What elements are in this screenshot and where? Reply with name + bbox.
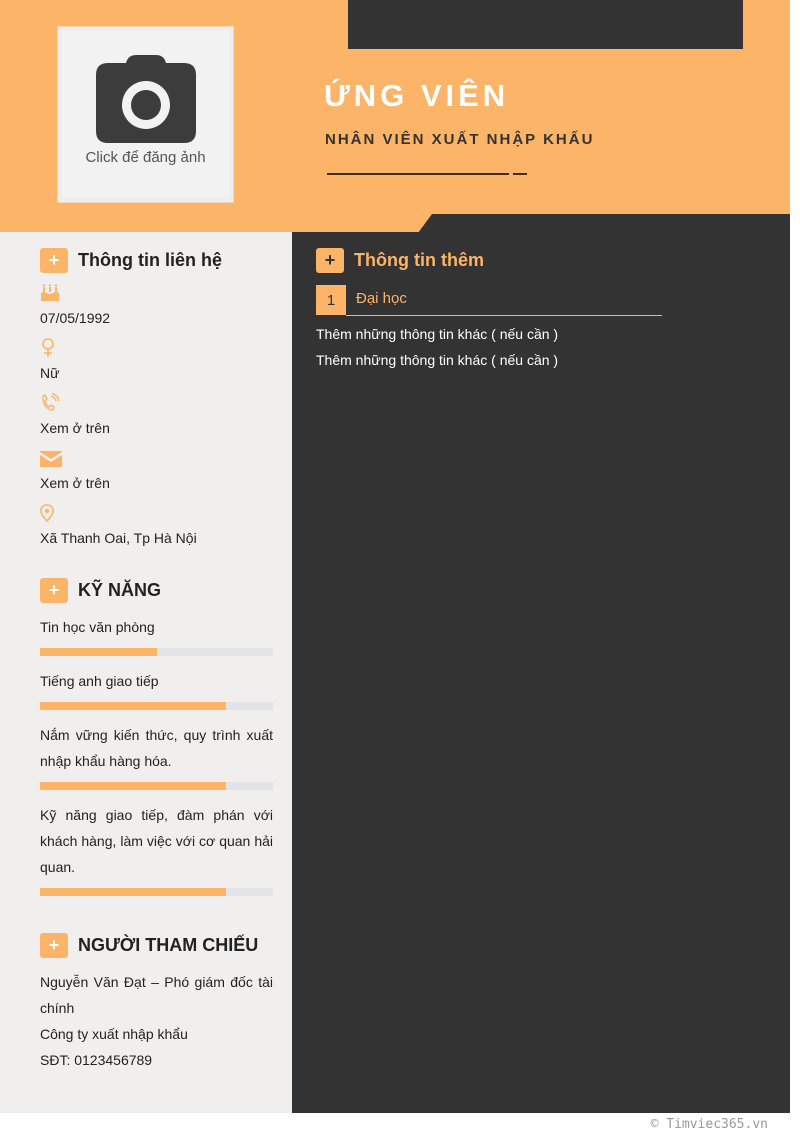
education-underline (346, 315, 662, 316)
plus-icon[interactable]: + (40, 248, 68, 273)
plus-icon[interactable]: + (316, 248, 344, 273)
photo-upload-label: Click để đăng ảnh (85, 149, 206, 166)
plus-icon[interactable]: + (40, 578, 68, 603)
skills-section-header (40, 578, 161, 603)
skill-bar (40, 782, 273, 790)
camera-icon (96, 55, 196, 145)
contact-email[interactable]: Xem ở trên (40, 475, 110, 491)
watermark-footer: © Timviec365.vn (650, 1117, 768, 1132)
plus-icon[interactable]: + (40, 933, 68, 958)
skill-name[interactable]: Nắm vững kiến thức, quy trình xuất nhập khẩu hàng hóa. (40, 727, 273, 769)
contact-section-header (40, 248, 222, 273)
contact-gender[interactable]: Nữ (40, 365, 60, 381)
skill-bar-fill (40, 648, 157, 656)
skills-section-title: KỸ NĂNG (78, 580, 162, 600)
contact-phone[interactable]: Xem ở trên (40, 420, 110, 436)
birthday-cake-icon (40, 284, 60, 302)
envelope-icon (40, 451, 62, 467)
references-section-header (40, 933, 258, 958)
references-section-title: NGƯỜI THAM CHIẾU (78, 935, 259, 955)
title-underline-dash (513, 173, 527, 175)
extra-info-line[interactable]: Thêm những thông tin khác ( nếu cần ) (316, 326, 559, 342)
skill-name[interactable]: Tiếng anh giao tiếp (40, 673, 159, 689)
photo-upload[interactable] (58, 27, 233, 202)
candidate-name[interactable]: ỨNG VIÊN (324, 78, 510, 113)
title-underline (327, 173, 509, 175)
header-dark-strip (418, 214, 790, 233)
job-title[interactable]: NHÂN VIÊN XUẤT NHẬP KHẨU (325, 131, 595, 148)
skill-name[interactable]: Kỹ năng giao tiếp, đàm phán với khách hàng, làm việc với cơ quan hải quan. (40, 807, 273, 875)
education-number-badge: 1 (316, 285, 346, 315)
skill-bar-fill (40, 888, 226, 896)
extra-section-header (316, 248, 484, 273)
extra-info-line[interactable]: Thêm những thông tin khác ( nếu cần ) (316, 352, 559, 368)
skill-name[interactable]: Tin học văn phòng (40, 619, 155, 635)
reference-line[interactable]: Công ty xuất nhập khẩu (40, 1026, 188, 1042)
reference-line[interactable]: Nguyễn Văn Đạt – Phó giám đốc tài chính (40, 974, 273, 1016)
female-icon (40, 338, 56, 358)
contact-birthday[interactable]: 07/05/1992 (40, 310, 111, 326)
skill-bar-fill (40, 782, 226, 790)
skill-bar (40, 702, 273, 710)
skill-bar-fill (40, 702, 226, 710)
reference-line[interactable]: SĐT: 0123456789 (40, 1052, 153, 1068)
map-marker-icon (40, 504, 54, 522)
phone-icon (40, 393, 60, 413)
contact-address[interactable]: Xã Thanh Oai, Tp Hà Nội (40, 530, 197, 546)
skill-bar (40, 648, 273, 656)
skill-bar (40, 888, 273, 896)
contact-section-title: Thông tin liên hệ (78, 250, 222, 270)
header-dark-band (348, 0, 743, 49)
education-label[interactable]: Đại học (356, 290, 407, 307)
extra-section-title: Thông tin thêm (354, 250, 484, 270)
